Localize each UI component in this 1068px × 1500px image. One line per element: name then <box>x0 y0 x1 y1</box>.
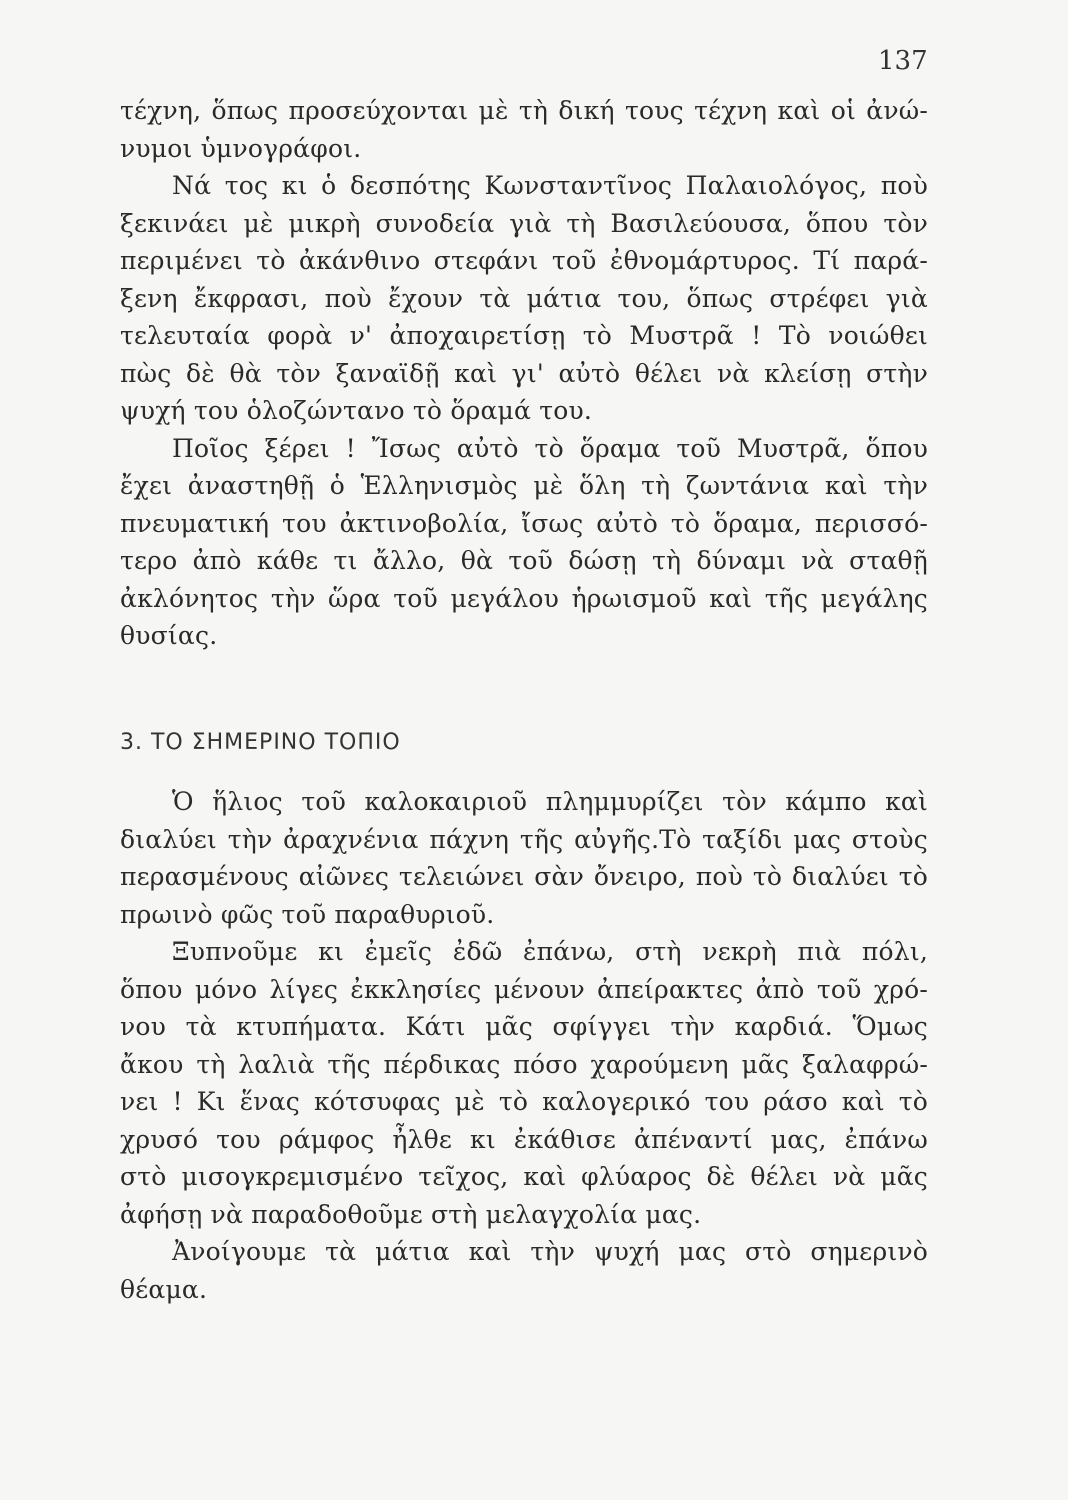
paragraph-start-line: Ξυπνοῦμε κι ἐμεῖς ἐδῶ ἐπάνω, στὴ νεκρὴ πιὰ πόλι, <box>172 937 928 966</box>
section-heading: 3. ΤΟ ΣΗΜΕΡΙΝΟ ΤΟΠΙΟ <box>120 730 401 755</box>
text-line: τερο ἀπὸ κάθε τι ἄλλο, θὰ τοῦ δώσῃ τὴ δύναμι νὰ σταθῇ <box>120 546 928 575</box>
text-line: περιμένει τὸ ἀκάνθινο στεφάνι τοῦ ἐθνομάρτυρος. Τί παρά- <box>120 246 928 275</box>
text-line: ἔχει ἀναστηθῇ ὁ Ἑλληνισμὸς μὲ ὅλη τὴ ζωντάνια καὶ τὴν <box>120 471 928 500</box>
text-block-bottom <box>120 783 928 1308</box>
text-line: θυσίας. <box>120 621 218 650</box>
paragraph-start-line: Ὁ ἥλιος τοῦ καλοκαιριοῦ πλημμυρίζει τὸν κάμπο καὶ <box>172 787 928 816</box>
text-line: περασμένους αἰῶνες τελειώνει σὰν ὄνειρο, ποὺ τὸ διαλύει τὸ <box>120 862 928 891</box>
text-line: ἄκου τὴ λαλιὰ τῆς πέρδικας πόσο χαρούμενη μᾶς ξαλαφρώ- <box>120 1049 928 1079</box>
text-line: ἀκλόνητος τὴν ὥρα τοῦ μεγάλου ἡρωισμοῦ καὶ τῆς μεγάλης <box>120 583 928 613</box>
text-line: πὼς δὲ θὰ τὸν ξαναϊδῇ καὶ γι' αὐτὸ θέλει νὰ κλείσῃ στὴν <box>120 358 928 388</box>
text-line: ἀφήσῃ νὰ παραδοθοῦμε στὴ μελαγχολία μας. <box>120 1199 702 1229</box>
text-line: ξενη ἔκφρασι, ποὺ ἔχουν τὰ μάτια του, ὅπως στρέφει γιὰ <box>120 283 928 313</box>
text-line: θέαμα. <box>120 1274 208 1304</box>
text-line: ψυχή του ὁλοζώντανο τὸ ὅραμά του. <box>120 396 593 425</box>
text-line: νου τὰ κτυπήματα. Κάτι μᾶς σφίγγει τὴν καρδιά. Ὅμως <box>120 1012 928 1041</box>
text-line: χρυσό του ράμφος ἦλθε κι ἐκάθισε ἀπέναντί μας, ἐπάνω <box>120 1124 928 1154</box>
text-line: διαλύει τὴν ἀραχνένια πάχνη τῆς αὐγῆς.Τὸ ταξίδι μας στοὺς <box>120 824 928 854</box>
paragraph-start-line: Ποῖος ξέρει ! Ἴσως αὐτὸ τὸ ὅραμα τοῦ Μυστρᾶ, ὅπου <box>172 433 928 463</box>
text-line: πνευματική του ἀκτινοβολία, ἴσως αὐτὸ τὸ ὅραμα, περισσό- <box>120 508 928 538</box>
text-line: στὸ μισογκρεμισμένο τεῖχος, καὶ φλύαρος δὲ θέλει νὰ μᾶς <box>120 1162 928 1191</box>
text-line: τέχνη, ὅπως προσεύχονται μὲ τὴ δική τους τέχνη καὶ οἱ ἀνώ- <box>120 96 928 125</box>
paragraph-start-line: Ἀνοίγουμε τὰ μάτια καὶ τὴν ψυχή μας στὸ σημερινὸ <box>172 1237 928 1266</box>
text-line: ξεκινάει μὲ μικρὴ συνοδεία γιὰ τὴ Βασιλεύουσα, ὅπου τὸν <box>120 208 928 238</box>
text-line: τελευταία φορὰ ν' ἀποχαιρετίσῃ τὸ Μυστρᾶ ! Τὸ νοιώθει <box>120 321 928 350</box>
text-block-top <box>120 92 928 655</box>
text-line: πρωινὸ φῶς τοῦ παραθυριοῦ. <box>120 899 495 929</box>
text-line: νει ! Κι ἕνας κότσυφας μὲ τὸ καλογερικό του ράσο καὶ τὸ <box>120 1087 928 1116</box>
page-number: 137 <box>878 46 928 76</box>
paragraph-start-line: Νά τος κι ὁ δεσπότης Κωνσταντῖνος Παλαιολόγος, ποὺ <box>172 171 928 200</box>
text-line: ὅπου μόνο λίγες ἐκκλησίες μένουν ἀπείρακτες ἀπὸ τοῦ χρό- <box>120 974 928 1004</box>
text-line: νυμοι ὑμνογράφοι. <box>120 133 362 163</box>
